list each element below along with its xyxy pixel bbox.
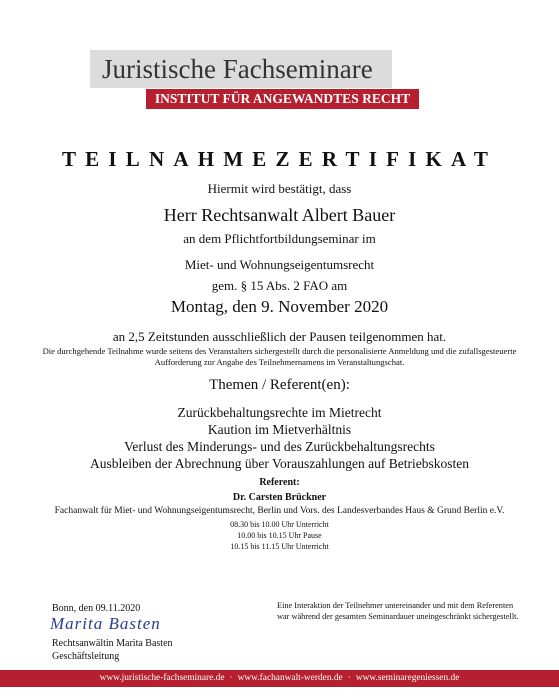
footer-link[interactable]: www.seminaregeniessen.de	[355, 673, 460, 683]
topic-item: Kaution im Mietverhältnis	[207, 422, 352, 437]
seminar-line-2: Miet- und Wohnungseigentumsrecht	[184, 257, 375, 272]
signer-role: Geschäftsleitung	[52, 651, 120, 662]
place-date: Bonn, den 09.11.2020	[52, 603, 141, 614]
referent-label: Referent:	[259, 477, 300, 488]
schedule-item: 10.15 bis 11.15 Uhr Unterricht	[230, 542, 329, 551]
certificate-title: TEILNAHMEZERTIFIKAT	[61, 147, 498, 171]
handwritten-signature: Marita Basten	[50, 614, 161, 633]
logo-subtitle: INSTITUT FÜR ANGEWANDTES RECHT	[146, 89, 419, 109]
footer-bar	[0, 670, 559, 687]
referent-name: Dr. Carsten Brückner	[232, 492, 327, 503]
referent-description: Fachanwalt für Miet- und Wohnungseigentumsrecht, Berlin und Vors. des Landesverbandes Haus & Grund Berlin e.V.	[54, 506, 505, 516]
topic-item: Ausbleiben der Abrechnung über Vorauszahlungen auf Betriebskosten	[90, 456, 469, 471]
interaction-note: Eine Interaktion der Teilnehmer untereinander und mit dem Referenten war während der gesamten Seminardauer uneingeschränkt sichergestellt.	[277, 601, 519, 621]
logo-name: Juristische Fachseminare	[90, 50, 392, 88]
schedule	[0, 519, 559, 552]
footer-link[interactable]: www.juristische-fachseminare.de	[99, 673, 225, 683]
seminar-line-1: an dem Pflichtfortbildungseminar im	[183, 231, 376, 246]
seminar-date: Montag, den 9. November 2020	[170, 297, 389, 316]
footer-link[interactable]: www.fachanwalt-werden.de	[237, 673, 343, 683]
topic-item: Verlust des Minderungs- und des Zurückbehaltungsrechts	[124, 439, 435, 454]
footer-separator: ·	[347, 673, 351, 683]
topic-item: Zurückbehaltungsrechte im Mietrecht	[177, 405, 382, 420]
participant-name: Herr Rechtsanwalt Albert Bauer	[163, 205, 396, 225]
seminar-line-3: gem. § 15 Abs. 2 FAO am	[211, 278, 348, 293]
hours-statement: an 2,5 Zeitstunden ausschließlich der Pausen teilgenommen hat.	[112, 329, 447, 344]
topics-heading: Themen / Referent(en):	[209, 377, 350, 393]
footer-separator: ·	[229, 673, 233, 683]
schedule-item: 08.30 bis 10.00 Uhr Unterricht	[230, 520, 329, 529]
schedule-item: 10.00 bis 10.15 Uhr Pause	[237, 531, 322, 540]
confirmation-text: Hiermit wird bestätigt, dass	[207, 181, 352, 196]
attendance-note: Die durchgehende Teilnahme wurde seitens des Veranstalters sichergestellt durch die personalisierte Anmeldung und die zufallsgesteuerte Aufforderung zur Angabe des Teilnehmernamens im Veranstaltungschat.	[42, 346, 517, 367]
signer-name: Rechtsanwältin Marita Basten	[52, 638, 173, 649]
